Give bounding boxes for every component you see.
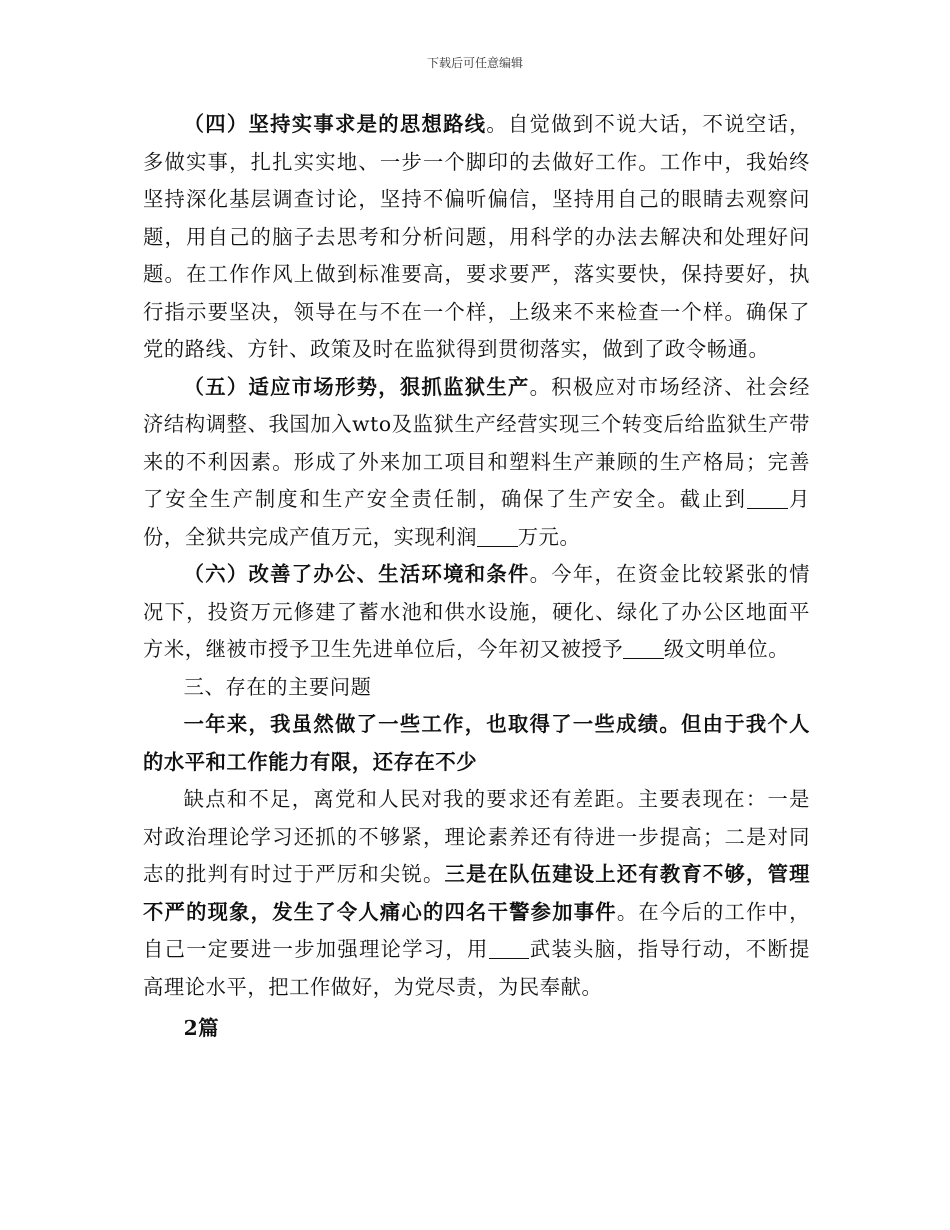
- paragraph-summary: 一年来，我虽然做了一些工作，也取得了一些成绩。但由于我个人的水平和工作能力有限，还存在不少: [143, 712, 810, 774]
- fill-blank: [623, 638, 664, 659]
- paragraph-problems-text-3: 武装头脑，指导行动，不断提高理论水平，把工作做好，为党尽责，为民奉献。: [143, 937, 810, 999]
- paragraph-six: [143, 556, 810, 669]
- paragraph-four-heading: （四）坚持实事求是的思想路线: [183, 112, 487, 136]
- paragraph-four: [143, 106, 810, 369]
- paragraph-four-body: 。自觉做到不说大话，不说空话，多做实事，扎扎实实地、一步一个脚印的去做好工作。工作中，我始终坚持深化基层调查讨论，坚持不偏听偏信，坚持用自己的眼睛去观察问题，用自己的脑子去思考和分析问题，用科学的办法去解决和处理好问题。在工作作风上做到标准要高，要求要严，落实要快，保持要好，执行指示要坚决，领导在与不在一个样，上级来不来检查一个样。确保了党的路线、方针、政策及时在监狱得到贯彻落实，做到了政令畅通。: [143, 112, 810, 361]
- paragraph-five-body-1: 。积极应对市场经济、社会经济结构调整、我国加入wto及监狱生产经营实现三个转变后给监狱生产带来的不利因素。形成了外来加工项目和塑料生产兼顾的生产格局；完善了安全生产制度和生产安全责任制，确保了生产安全。截止到: [143, 374, 810, 511]
- paragraph-six-body-2: 级文明单位。: [663, 637, 790, 661]
- paragraph-problems-bold: 三是在队伍建设上还有教育不够，管理不严的现象，发生了令人痛心的四名干警参加事件: [143, 862, 811, 924]
- paragraph-six-body-1: 。今年，在资金比较紧张的情况下，投资万元修建了蓄水池和供水设施，硬化、绿化了办公区地面平方米，继被市授予卫生先进单位后，今年初又被授予: [143, 562, 810, 661]
- section-three-title: 三、存在的主要问题: [183, 674, 372, 699]
- paragraph-six-heading: （六）改善了办公、生活环境和条件: [183, 562, 530, 586]
- paragraph-problems: [143, 781, 810, 1006]
- fill-blank: [489, 938, 530, 959]
- fill-blank: [477, 525, 518, 546]
- paragraph-five: [143, 369, 810, 557]
- paragraph-five-body-3: 万元。: [517, 524, 581, 549]
- paragraph-problems-text-1: 缺点和不足，离党和人民对我的要求还有差距。主要表现在：一是对政治理论学习还抓的不够紧，理论素养还有待进一步提高；二是对同志的批判有时过于严厉和尖锐。: [143, 787, 810, 886]
- paragraph-problems-text-2: 。在今后的工作中，自己一定要进一步加强理论学习，用: [143, 899, 811, 961]
- paragraph-five-heading: （五）适应市场形势，狠抓监狱生产: [183, 374, 530, 399]
- section-two-pieces: 2篇: [183, 1016, 220, 1040]
- page-header: 下载后可任意编辑: [426, 56, 523, 70]
- document-body: [143, 106, 810, 1048]
- fill-blank: [747, 488, 788, 509]
- paragraph-five-body-2: 月份，全狱共完成产值万元，实现利润: [143, 487, 810, 549]
